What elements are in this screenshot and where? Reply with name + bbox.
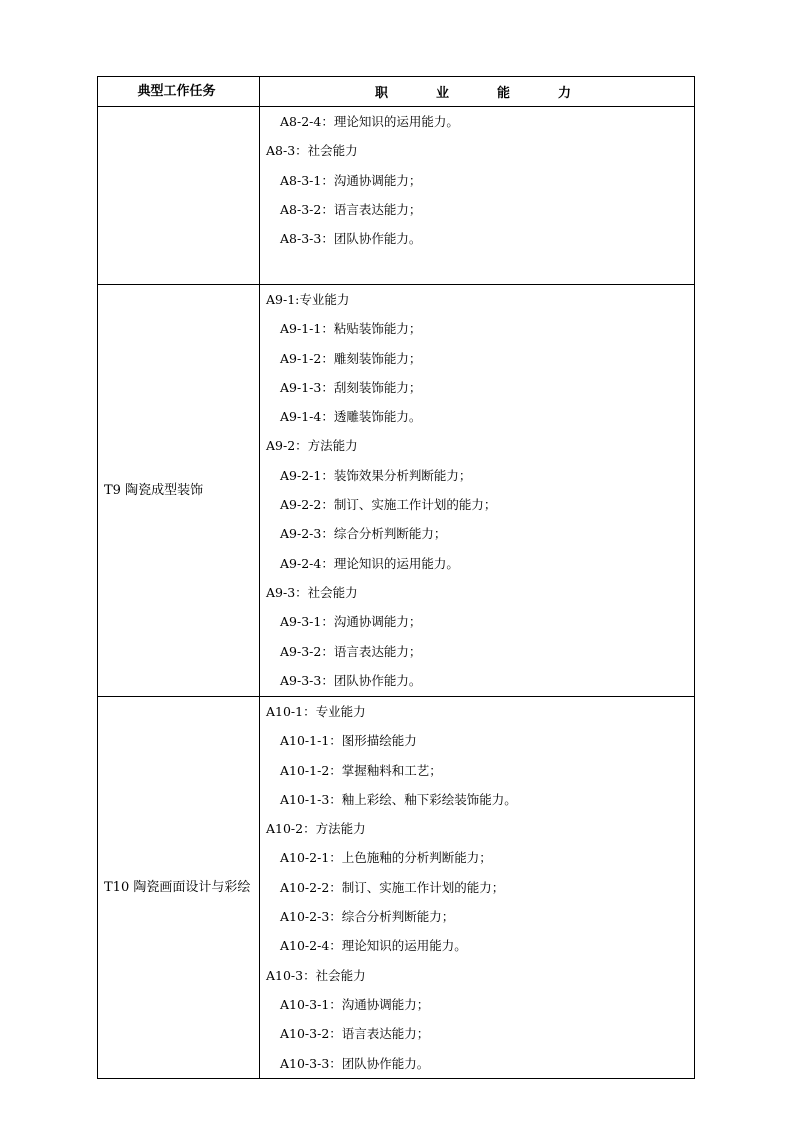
task-cell: [98, 285, 260, 696]
ability-item: A8-2-4：理论知识的运用能力。: [280, 114, 459, 129]
ability-item: A10-3-2：语言表达能力；: [280, 1026, 430, 1042]
ability-item: A9-2-1：装饰效果分析判断能力；: [280, 467, 472, 483]
ability-item: A9-3-3：团队协作能力。: [280, 672, 422, 688]
ability-item: A9-1-4：透雕装饰能力。: [280, 409, 422, 425]
ability-item: A8-3-1：沟通协调能力；: [280, 172, 422, 188]
task-cell: [98, 107, 260, 284]
ability-item: A10-2-3：综合分析判断能力；: [280, 909, 455, 925]
ability-category: A9-2：方法能力: [266, 438, 358, 454]
ability-item: A9-1-2：雕刻装饰能力；: [280, 350, 422, 366]
ability-item: A9-1-1：粘贴装饰能力；: [280, 321, 422, 337]
table-row: [98, 696, 694, 1078]
ability-category: A10-3：社会能力: [266, 967, 366, 983]
ability-item: A9-2-2：制订、实施工作计划的能力；: [280, 497, 497, 513]
ability-item: A9-3-1：沟通协调能力；: [280, 614, 422, 630]
ability-category: A9-3：社会能力: [266, 584, 358, 600]
ability-item: A10-2-1：上色施釉的分析判断能力；: [280, 850, 492, 866]
task-label: T9 陶瓷成型装饰: [104, 482, 204, 498]
ability-item: A10-1-2：掌握釉料和工艺；: [280, 762, 442, 778]
ability-item: A9-2-3：综合分析判断能力；: [280, 526, 447, 542]
table-header-row: [98, 77, 694, 106]
header-ability: 职业能力: [374, 86, 619, 101]
ability-cell: [260, 285, 694, 696]
ability-item: A10-3-3：团队协作能力。: [280, 1055, 430, 1071]
ability-category: A9-1:专业能力: [266, 292, 350, 307]
ability-item: A9-3-2：语言表达能力；: [280, 643, 422, 659]
task-label: T10 陶瓷画面设计与彩绘: [104, 879, 251, 895]
ability-item: A10-3-1：沟通协调能力；: [280, 996, 430, 1012]
ability-category: A8-3：社会能力: [266, 143, 358, 159]
ability-item: A10-1-3：釉上彩绘、釉下彩绘装饰能力。: [280, 791, 517, 807]
ability-item: A8-3-3：团队协作能力。: [280, 231, 422, 247]
table-row: [98, 106, 694, 284]
ability-item: A10-1-1：图形描绘能力: [280, 733, 417, 749]
ability-item: A10-2-4：理论知识的运用能力。: [280, 938, 467, 954]
ability-item: A9-1-3：刮刻装饰能力；: [280, 379, 422, 395]
task-cell: [98, 697, 260, 1078]
ability-item: A9-2-4：理论知识的运用能力。: [280, 555, 459, 571]
ability-cell: [260, 107, 694, 284]
ability-table: [97, 76, 695, 1079]
table-row: [98, 284, 694, 696]
ability-cell: [260, 697, 694, 1078]
ability-category: A10-2：方法能力: [266, 821, 366, 837]
ability-item: A8-3-2：语言表达能力；: [280, 201, 422, 217]
header-task: 典型工作任务: [98, 77, 260, 106]
ability-item: A10-2-2：制订、实施工作计划的能力；: [280, 879, 505, 895]
ability-category: A10-1：专业能力: [266, 704, 366, 719]
